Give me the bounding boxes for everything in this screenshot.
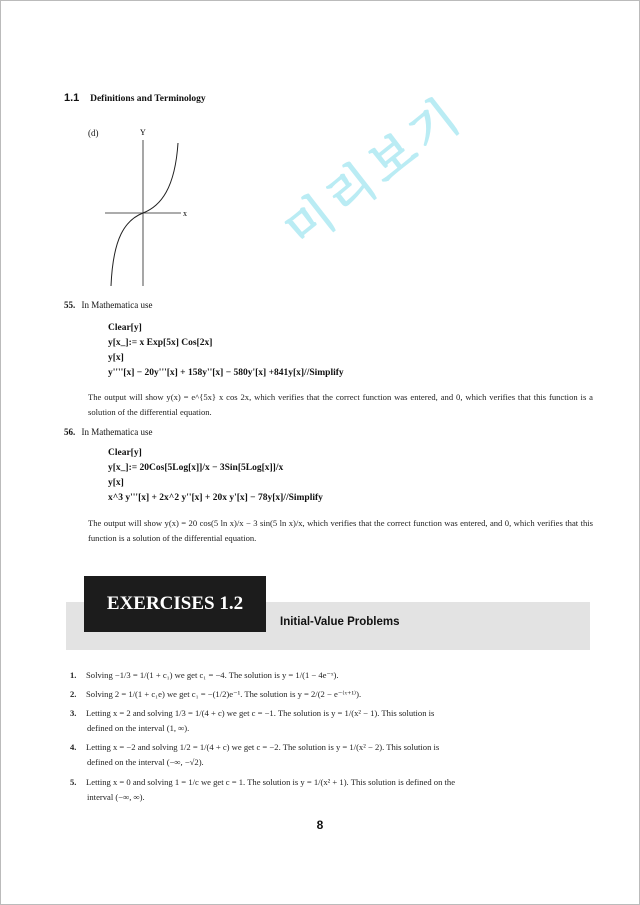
exercise-text: Letting x = −2 and solving 1/2 = 1/(4 + c) we get c = −2. The solution is y = 1/(x² − 2). This solution is — [86, 742, 440, 752]
exercise-text: Solving −1/3 = 1/(1 + c₁) we get c₁ = −4. The solution is y = 1/(1 − 4e⁻ˣ). — [86, 670, 339, 680]
exercise-text: Letting x = 0 and solving 1 = 1/c we get c = 1. The solution is y = 1/(x² + 1). This solution is defined on the — [86, 777, 456, 787]
problem-number: 56. — [64, 427, 76, 437]
exercises-title: EXERCISES 1.2 — [84, 576, 266, 632]
exercise-item-1 — [70, 668, 592, 683]
graph-label: (d) — [88, 128, 99, 138]
code-line: y[x_]:= 20Cos[5Log[x]]/x − 3Sin[5Log[x]]/x — [108, 463, 284, 473]
output-text-55: The output will show y(x) = e^{5x} x cos 2x, which verifies that the correct function was entered, and 0, which verifies that this function is a solution of the differential equation. — [88, 392, 593, 417]
code-line: x^3 y'''[x] + 2x^2 y''[x] + 20x y'[x] − 78y[x]//Simplify — [108, 493, 323, 503]
exercise-text: Solving 2 = 1/(1 + c₁e) we get c₁ = −(1/2)e⁻¹. The solution is y = 2/(2 − e⁻⁽ˣ⁺¹⁾). — [86, 689, 362, 699]
section-number: 1.1 — [64, 92, 80, 104]
section-header — [64, 92, 206, 104]
page-number: 8 — [316, 818, 324, 832]
problem-intro: In Mathematica use — [81, 427, 153, 437]
function-curve — [111, 143, 178, 286]
section-title: Definitions and Terminology — [90, 94, 206, 104]
output-text-56: The output will show y(x) = 20 cos(5 ln x)/x − 3 sin(5 ln x)/x, which verifies that the correct function was entered, and 0, which verifies that this function is a solution of the differential equation. — [88, 518, 593, 543]
exercise-number: 4. — [70, 742, 77, 752]
code-line: Clear[y] — [108, 323, 142, 333]
exercise-item-2 — [70, 687, 592, 702]
code-line: y[x] — [108, 353, 124, 363]
code-line: y[x] — [108, 478, 124, 488]
exercise-item-4 — [70, 740, 592, 770]
exercise-text-cont: defined on the interval (−∞, −√2). — [87, 757, 204, 767]
exercise-number: 3. — [70, 708, 77, 718]
problem-55 — [64, 300, 152, 310]
exercise-text-cont: interval (−∞, ∞). — [87, 792, 145, 802]
code-line: y''''[x] − 20y'''[x] + 158y''[x] − 580y'[x] +841y[x]//Simplify — [108, 368, 344, 378]
code-line: Clear[y] — [108, 448, 142, 458]
watermark: 미리보기 — [274, 85, 475, 259]
graph-d — [95, 128, 195, 288]
problem-number: 55. — [64, 300, 76, 310]
exercise-text-cont: defined on the interval (1, ∞). — [87, 723, 190, 733]
exercise-item-5 — [70, 775, 592, 805]
code-line: y[x_]:= x Exp[5x] Cos[2x] — [108, 338, 213, 348]
exercise-number: 2. — [70, 689, 77, 699]
code-block-55 — [108, 321, 344, 381]
exercises-subtitle: Initial-Value Problems — [280, 616, 400, 628]
y-axis-label: Y — [140, 128, 146, 137]
problem-56 — [64, 427, 152, 437]
exercise-number: 5. — [70, 777, 77, 787]
x-axis-label: x — [183, 209, 187, 218]
exercise-text: Letting x = 2 and solving 1/3 = 1/(4 + c) we get c = −1. The solution is y = 1/(x² − 1). This solution is — [86, 708, 435, 718]
problem-intro: In Mathematica use — [81, 300, 153, 310]
exercise-number: 1. — [70, 670, 77, 680]
exercise-item-3 — [70, 706, 592, 736]
code-block-56 — [108, 446, 323, 506]
